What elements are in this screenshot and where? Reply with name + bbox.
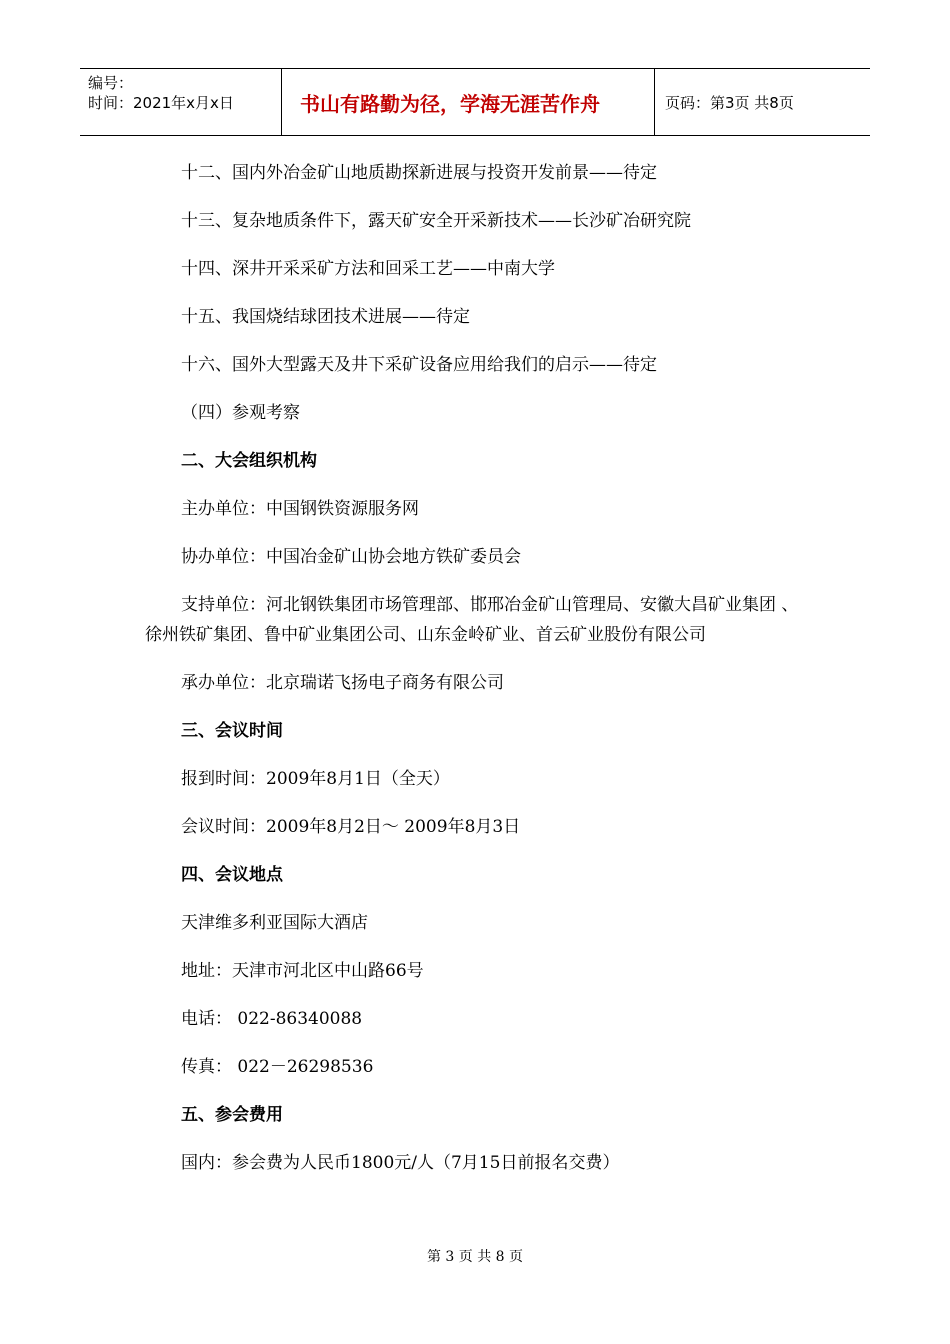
undertaker: 承办单位：北京瑞诺飞扬电子商务有限公司	[181, 673, 504, 693]
section-heading-time: 三、会议时间	[181, 721, 283, 741]
document-body	[145, 158, 815, 1196]
report-item-13: 十三、复杂地质条件下，露天矿安全开采新技术——长沙矿冶研究院	[181, 211, 691, 231]
venue-phone: 电话： 022-86340088	[181, 1009, 363, 1029]
venue-name: 天津维多利亚国际大酒店	[181, 913, 368, 933]
footer-page-number: 第 3 页 共 8 页	[426, 1249, 524, 1265]
page-indicator: 页码：第3页 共8页	[665, 93, 794, 112]
report-item-12: 十二、国内外冶金矿山地质勘探新进展与投资开发前景——待定	[181, 163, 657, 183]
report-item-15: 十五、我国烧结球团技术进展——待定	[181, 307, 470, 327]
page-footer	[0, 1246, 950, 1266]
section-heading-venue: 四、会议地点	[181, 865, 283, 885]
domestic-fee: 国内：参会费为人民币1800元/人（7月15日前报名交费）	[181, 1153, 620, 1173]
document-time: 时间：2021年x月x日	[88, 94, 234, 112]
registration-time: 报到时间：2009年8月1日（全天）	[181, 769, 450, 789]
report-item-14: 十四、深井开采采矿方法和回采工艺——中南大学	[181, 259, 555, 279]
section-heading-fees: 五、参会费用	[181, 1105, 283, 1125]
document-header	[80, 68, 870, 136]
meeting-time: 会议时间：2009年8月2日～ 2009年8月3日	[181, 817, 521, 837]
header-motto	[282, 69, 655, 135]
venue-fax: 传真： 022－26298536	[181, 1057, 374, 1077]
subsection-visit: （四）参观考察	[181, 403, 300, 423]
co-organizer: 协办单位：中国冶金矿山协会地方铁矿委员会	[181, 547, 521, 567]
venue-address: 地址：天津市河北区中山路66号	[181, 961, 424, 981]
section-heading-organization: 二、大会组织机构	[181, 451, 317, 471]
header-meta	[80, 69, 282, 135]
header-page	[655, 69, 870, 135]
document-number: 编号：	[88, 74, 134, 92]
organizer: 主办单位：中国钢铁资源服务网	[181, 499, 419, 519]
supporters: 支持单位：河北钢铁集团市场管理部、邯邢冶金矿山管理局、安徽大昌矿业集团 、徐州铁矿集团、鲁中矿业集团公司、山东金岭矿业、首云矿业股份有限公司	[145, 595, 799, 645]
report-item-16: 十六、国外大型露天及井下采矿设备应用给我们的启示——待定	[181, 355, 657, 375]
motto-text: 书山有路勤为径，学海无涯苦作舟	[300, 91, 600, 116]
